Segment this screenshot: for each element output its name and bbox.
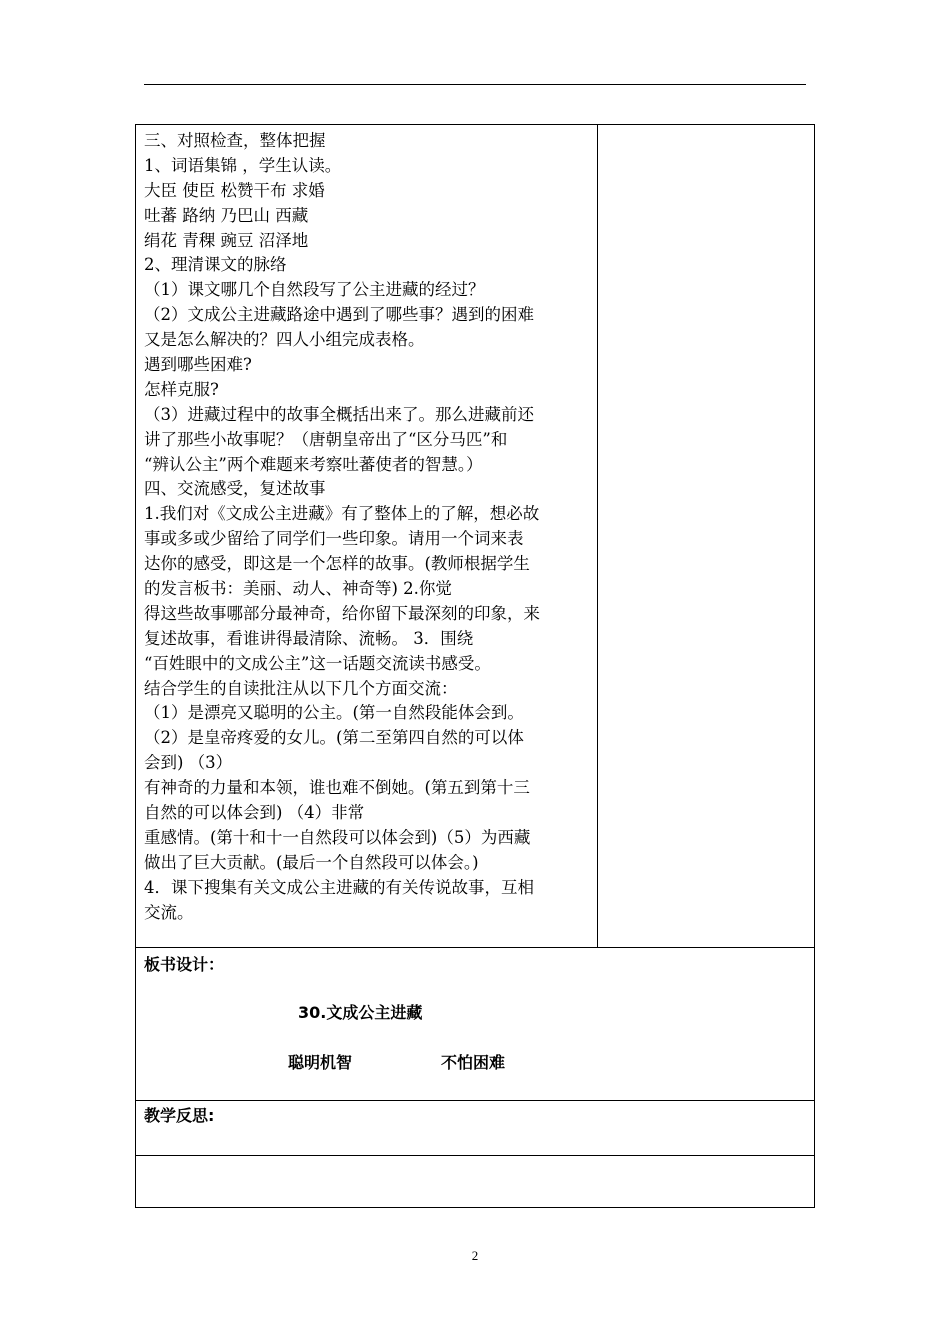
text-line: 4．课下搜集有关文成公主进藏的有关传说故事，互相 — [144, 877, 534, 897]
text-line: 怎样克服? — [144, 379, 219, 399]
board-keyword-right: 不怕困难 — [441, 1053, 506, 1072]
text-line: （1）课文哪几个自然段写了公主进藏的经过？ — [144, 280, 485, 300]
text-line: 重感情。(第十和十一自然段可以体会到)（5）为西藏 — [144, 827, 531, 847]
lesson-text — [144, 129, 590, 926]
board-design-label: 板书设计： — [144, 955, 225, 974]
text-line: （2）是皇帝疼爱的女儿。(第二至第四自然的可以体 — [144, 728, 524, 748]
text-line: 绢花 青稞 豌豆 沼泽地 — [144, 230, 309, 250]
header-rule — [144, 84, 806, 85]
text-line: 三、对照检查，整体把握 — [144, 131, 326, 150]
text-line: 会到) （3） — [144, 753, 233, 773]
text-line: 有神奇的力量和本领，谁也难不倒她。(第五到第十三 — [144, 778, 530, 798]
lesson-table — [135, 124, 815, 1208]
notes-side-cell — [598, 125, 814, 947]
text-line: 吐蕃 路纳 乃巴山 西藏 — [144, 205, 309, 225]
reflection-blank-cell — [136, 1156, 814, 1207]
text-line: 1.我们对《文成公主进藏》有了整体上的了解，想必故 — [144, 504, 540, 524]
text-line: 2、理清课文的脉络 — [144, 255, 287, 275]
page-number: 2 — [471, 1248, 479, 1263]
text-line: 达你的感受，即这是一个怎样的故事。(教师根据学生 — [144, 554, 530, 574]
lesson-content-cell — [136, 125, 597, 947]
text-line: “百姓眼中的文成公主”这一话题交流读书感受。 — [144, 653, 491, 673]
board-design-cell — [136, 948, 814, 1100]
reflection-label: 教学反思: — [144, 1106, 215, 1125]
board-keyword-left: 聪明机智 — [288, 1053, 353, 1072]
text-line: 的发言板书：美丽、动人、神奇等) 2.你觉 — [144, 579, 452, 599]
text-line: 大臣 使臣 松赞干布 求婚 — [144, 180, 325, 200]
text-line: 遇到哪些困难? — [144, 355, 252, 375]
reflection-cell — [136, 1101, 814, 1155]
text-line: 复述故事，看谁讲得最清除、流畅。 3．围绕 — [144, 628, 474, 648]
text-line: （2）文成公主进藏路途中遇到了哪些事？遇到的困难 — [144, 305, 534, 325]
text-line: 1、词语集锦 ，学生认读。 — [144, 155, 342, 175]
text-line: （1）是漂亮又聪明的公主。(第一自然段能体会到。 — [144, 703, 524, 723]
text-line: 讲了那些小故事呢？（唐朝皇帝出了“区分马匹”和 — [144, 429, 508, 449]
board-title: 30.文成公主进藏 — [298, 1003, 423, 1022]
text-line: （3）进藏过程中的故事全概括出来了。那么进藏前还 — [144, 404, 534, 424]
text-line: 事或多或少留给了同学们一些印象。请用一个词来表 — [144, 529, 524, 549]
text-line: 四、交流感受，复述故事 — [144, 479, 326, 499]
text-line: 结合学生的自读批注从以下几个方面交流： — [144, 678, 458, 698]
text-line: 得这些故事哪部分最神奇，给你留下最深刻的印象，来 — [144, 603, 540, 623]
text-line: “辨认公主”两个难题来考察吐蕃使者的智慧。） — [144, 454, 483, 474]
text-line: 自然的可以体会到) （4）非常 — [144, 803, 365, 823]
text-line: 又是怎么解决的？四人小组完成表格。 — [144, 330, 425, 350]
text-line: 交流。 — [144, 902, 194, 922]
text-line: 做出了巨大贡献。(最后一个自然段可以体会。) — [144, 852, 479, 872]
